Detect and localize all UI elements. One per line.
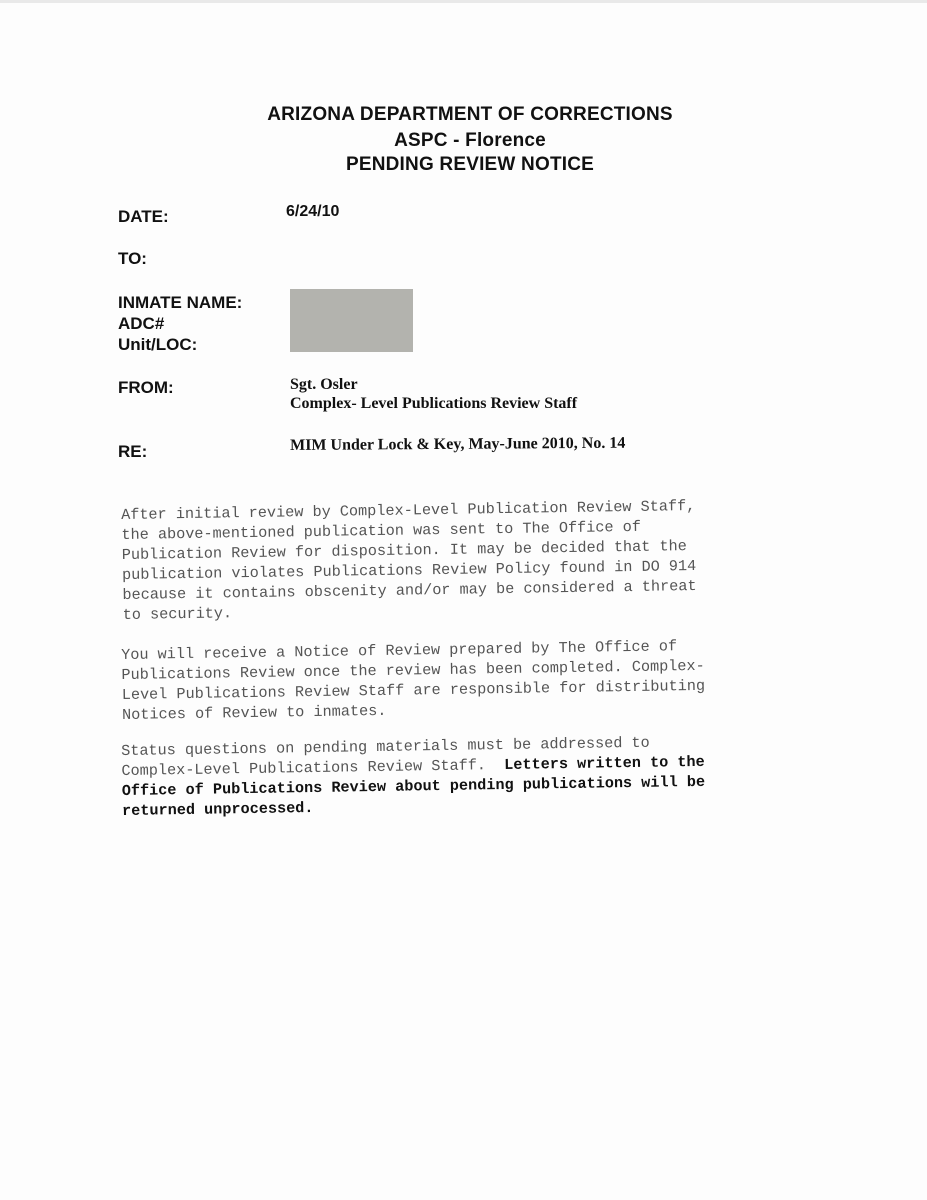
unit-location-label: Unit/LOC: — [118, 335, 198, 354]
re-label: RE: — [118, 442, 148, 461]
paragraph-line: Notices of Review to inmates. — [121, 701, 387, 724]
facility-title: ASPC - Florence — [394, 130, 546, 151]
paragraph-line: Publication Review for disposition. It may be decided that the — [121, 537, 687, 564]
paragraph-line: Level Publications Review Staff are responsible for distributing — [121, 676, 706, 704]
department-title: ARIZONA DEPARTMENT OF CORRECTIONS — [267, 104, 673, 125]
paragraph-notice-of-review — [121, 634, 822, 725]
date-value: 6/24/10 — [286, 203, 340, 220]
paragraph-line: Publications Review once the review has been completed. Complex- — [121, 656, 705, 684]
paragraph-line: publication violates Publications Review Policy found in DO 914 — [121, 556, 697, 584]
paragraph-line-bold: returned unprocessed. — [121, 798, 314, 820]
from-name: Sgt. Osler — [290, 376, 358, 393]
date-label: DATE: — [118, 207, 169, 226]
re-value: MIM Under Lock & Key, May-June 2010, No. 14 — [290, 434, 626, 454]
from-label: FROM: — [118, 378, 174, 397]
paragraph-line: the above-mentioned publication was sent to The Office of — [121, 517, 642, 544]
paragraph-text-bold: Letters written to the — [504, 752, 705, 774]
scan-top-edge — [0, 0, 927, 3]
paragraph-line: Status questions on pending materials must be addressed to — [121, 733, 650, 760]
inmate-name-label: INMATE NAME: — [118, 293, 243, 312]
paragraph-line: After initial review by Complex-Level Publication Review Staff, — [121, 496, 696, 524]
from-title: Complex- Level Publications Review Staff — [290, 395, 578, 412]
to-label: TO: — [118, 249, 147, 268]
paragraph-line-bold: Office of Publications Review about pending publications will be — [121, 772, 706, 800]
paragraph-initial-review — [121, 494, 823, 625]
paragraph-line: You will receive a Notice of Review prepared by The Office of — [121, 637, 678, 664]
adc-number-label: ADC# — [118, 314, 165, 333]
notice-title: PENDING REVIEW NOTICE — [345, 154, 595, 175]
paragraph-line: because it contains obscenity and/or may be considered a threat — [122, 576, 697, 604]
paragraph-text-normal: Complex-Level Publications Review Staff. — [121, 755, 505, 780]
paragraph-line: to security. — [122, 604, 233, 624]
redaction-box — [290, 289, 413, 352]
paragraph-status-questions — [121, 730, 822, 821]
